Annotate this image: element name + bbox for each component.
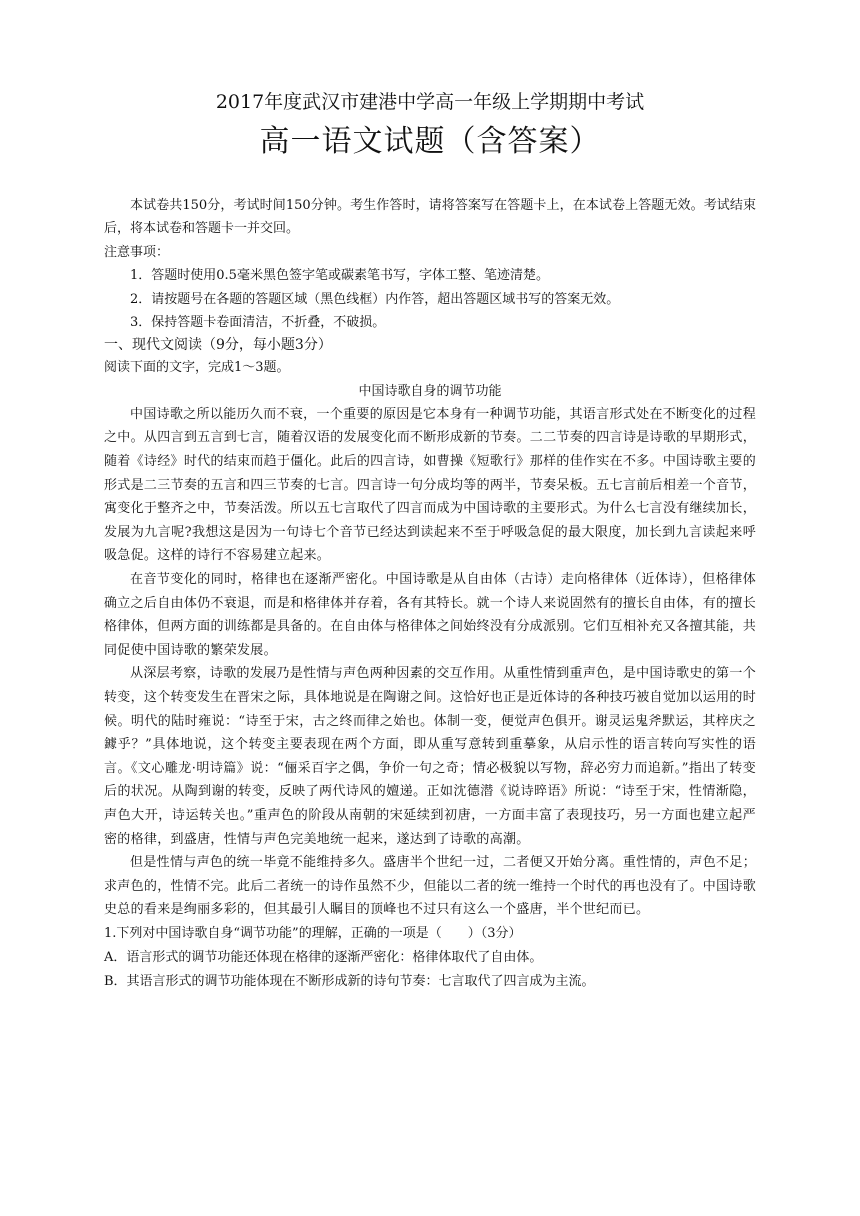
page-title: 高一语文试题（含答案）	[259, 124, 601, 159]
article-paragraph-4: 但是性情与声色的统一毕竟不能维持多久。盛唐半个世纪一过，二者便又开始分离。重性情的，声色不足；求声色的，性情不完。此后二者统一的诗作虽然不少，但能以二者的统一维持一个时代的再也没有了。中国诗歌史总的看来是绚丽多彩的，但其最引人瞩目的顶峰也不过只有这么一个盛唐，半个世纪而已。	[104, 855, 756, 918]
section-heading: 一、现代文阅读（9分，每小题3分）	[104, 337, 332, 354]
article-paragraph-3: 从深层考察，诗歌的发展乃是性情与声色两种因素的交互作用。从重性情到重声色，是中国诗歌史的第一个转变，这个转变发生在晋宋之际，具体地说是在陶谢之间。这恰好也正是近体诗的各种技巧被自觉加以运用的时候。明代的陆时雍说：“诗至于宋，古之终而律之始也。体制一变，便觉声色俱开。谢灵运鬼斧默运，其梓庆之鐻乎？”具体地说，这个转变主要表现在两个方面，即从重写意转到重摹象，从启示性的语言转向写实性的语言。《文心雕龙·明诗篇》说：“俪采百字之偶，争价一句之奇；情必极貌以写物，辞必穷力而追新。”指出了转变后的状况。从陶到谢的转变，反映了两代诗风的嬗递。正如沈德潜《说诗晬语》所说：“诗至于宋，性情渐隐，声色大开，诗运转关也。”重声色的阶段从南朝的宋延续到初唐，一方面丰富了表现技巧，另一方面也建立起严密的格律，到盛唐，性情与声色完美地统一起来，遂达到了诗歌的高潮。	[104, 666, 756, 847]
question-1-option-a: A．语言形式的调节功能还体现在格律的逐渐严密化：格律体取代了自由体。	[104, 949, 543, 965]
question-1-stem: 1.下列对中国诗歌自身“调节功能”的理解，正确的一项是（ ）（3分）	[104, 925, 522, 941]
article-body	[104, 403, 756, 922]
article-paragraph-1: 中国诗歌之所以能历久而不衰，一个重要的原因是它本身有一种调节功能，其语言形式处在不断变化的过程之中。从四言到五言到七言，随着汉语的发展变化而不断形成新的节奏。二二节奏的四言诗是诗歌的早期形式，随着《诗经》时代的结束而趋于僵化。此后的四言诗，如曹操《短歌行》那样的佳作实在不多。中国诗歌主要的形式是二三节奏的五言和四三节奏的七言。四言诗一句分成均等的两半，节奏呆板。五七言前后相差一个音节，寓变化于整齐之中，节奏活泼。所以五七言取代了四言而成为中国诗歌的主要形式。为什么七言没有继续加长，发展为九言呢?我想这是因为一句诗七个音节已经达到读起来不至于呼吸急促的最大限度，加长到九言读起来呼吸急促。这样的诗行不容易建立起来。	[104, 406, 756, 564]
notice-item-3: 3．保持答题卡卷面清洁，不折叠，不破损。	[130, 315, 386, 331]
article-paragraph-2: 在音节变化的同时，格律也在逐渐严密化。中国诗歌是从自由体（古诗）走向格律体（近体诗），但格律体确立之后自由体仍不衰退，而是和格律体并存着，各有其特长。就一个诗人来说固然有的擅长自由体，有的擅长格律体，但两方面的训练都是具备的。在自由体与格律体之间始终没有分成派别。它们互相补充又各擅其能，共同促使中国诗歌的繁荣发展。	[104, 572, 756, 658]
instructions-intro: 本试卷共150分，考试时间150分钟。考生作答时，请将答案写在答题卡上，在本试卷上答题无效。考试结束后，将本试卷和答题卡一并交回。	[104, 198, 756, 237]
notice-item-1: 1．答题时使用0.5毫米黑色签字笔或碳素笔书写，字体工整、笔迹清楚。	[130, 268, 549, 284]
question-1-option-b: B．其语言形式的调节功能体现在不断形成新的诗句节奏：七言取代了四言成为主流。	[104, 973, 595, 989]
reading-direction: 阅读下面的文字，完成1～3题。	[104, 360, 290, 376]
notice-item-2: 2．请按题号在各题的答题区域（黑色线框）内作答，超出答题区域书写的答案无效。	[130, 291, 620, 307]
exam-header-line: 2017年度武汉市建港中学高一年级上学期期中考试	[215, 91, 645, 113]
notice-label: 注意事项：	[104, 244, 170, 260]
exam-page	[104, 88, 756, 994]
article-title: 中国诗歌自身的调节功能	[358, 383, 502, 399]
